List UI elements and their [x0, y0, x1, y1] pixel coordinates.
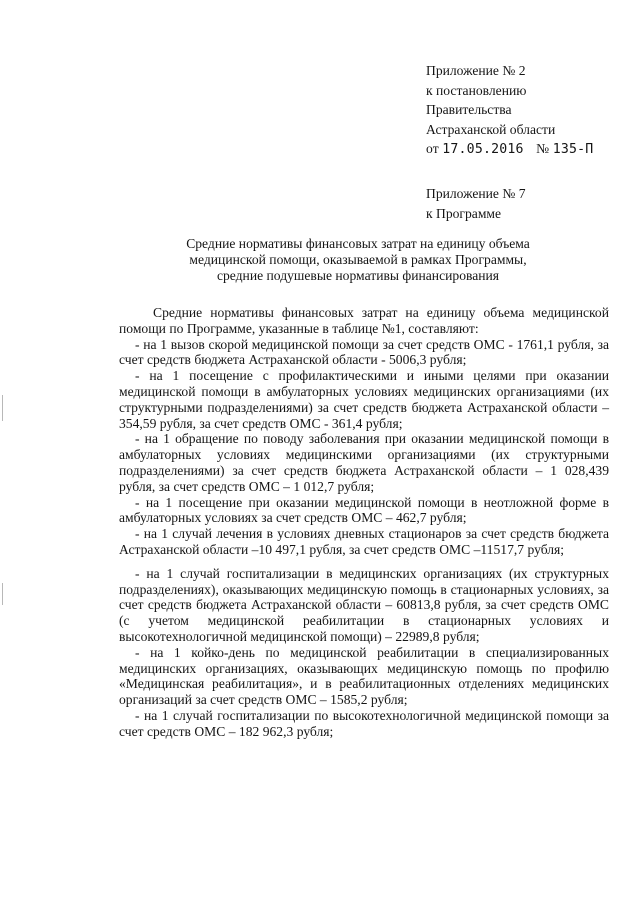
heading-line: медицинской помощи, оказываемой в рамках Программы,	[189, 251, 527, 267]
approval-date-line	[426, 139, 616, 160]
list-item-preventive-visit: - на 1 посещение с профилактическими и иными целями при оказании медицинской помощи в амбулаторных условиях медицинских организациями (их структурными подразделениями) за счет средств бюджета Астраханской области – 354,59 рубля, за счет средств ОМС - 361,4 рубля;	[119, 368, 609, 431]
scan-margin-mark	[2, 583, 3, 605]
program-annex-label: Приложение № 7	[426, 186, 526, 201]
intro-paragraph: Средние нормативы финансовых затрат на единицу объема медицинской помощи по Программе, указанные в таблице №1, составляют:	[119, 305, 609, 336]
program-reference: к Программе	[426, 205, 502, 221]
list-item-high-tech-care: - на 1 случай госпитализации по высокотехнологичной медицинской помощи за счет средств ОМС – 182 962,3 рубля;	[119, 707, 609, 739]
approval-annex-label: Приложение № 2	[426, 63, 526, 78]
list-item-day-hospital: - на 1 случай лечения в условиях дневных стационаров за счет средств бюджета Астраханской области –10 497,1 рубля, за счет средств ОМС –11517,7 рубля;	[119, 526, 609, 557]
program-annex-block	[426, 184, 616, 223]
heading-line: средние подушевые нормативы финансирования	[216, 267, 500, 283]
resolution-number: 135-П	[552, 142, 594, 157]
document-body	[119, 305, 609, 740]
heading-line: Средние нормативы финансовых затрат на единицу объема	[186, 236, 530, 251]
approval-block	[426, 61, 616, 160]
approval-government-line: Правительства	[426, 102, 512, 117]
list-item-ambulance: - на 1 вызов скорой медицинской помощи за счет средств ОМС - 1761,1 рубля, за счет средств бюджета Астраханской области - 5006,3 рубля;	[119, 336, 609, 368]
list-item-hospitalization: - на 1 случай госпитализации в медицинских организациях (их структурных подразделениях), оказывающих медицинскую помощь в стационарных условиях, за счет средств бюджета Астраханской области – 60813,8 рубля, за счет средств ОМС (с учетом медицинской реабилитации в стационарных условиях и высокотехнологичной медицинской помощи) – 22989,8 рубля;	[119, 565, 609, 644]
list-item-rehabilitation: - на 1 койко-день по медицинской реабилитации в специализированных медицинских организациях, оказывающих медицинскую помощь по профилю «Медицинская реабилитация», и в реабилитационных отделениях медицинских организаций за счет средств ОМС – 1585,2 рубля;	[119, 644, 609, 708]
document-heading	[118, 236, 598, 283]
resolution-date: 17.05.2016	[442, 142, 524, 157]
number-sign: №	[536, 141, 550, 156]
date-prefix: от	[426, 141, 439, 156]
approval-resolution-line: к постановлению	[426, 82, 527, 98]
approval-region-line: Астраханской области	[426, 121, 556, 137]
list-item-disease-appeal: - на 1 обращение по поводу заболевания при оказании медицинской помощи в амбулаторных условиях медицинскими организациями (их структурными подразделениями) за счет средств бюджета Астраханской области – 1 028,439 рубля, за счет средств ОМС – 1 012,7 рубля;	[119, 431, 609, 494]
list-item-urgent-care: - на 1 посещение при оказании медицинской помощи в неотложной форме в амбулаторных условиях за счет средств ОМС – 462,7 рубля;	[119, 494, 609, 526]
scan-margin-mark	[2, 395, 3, 421]
